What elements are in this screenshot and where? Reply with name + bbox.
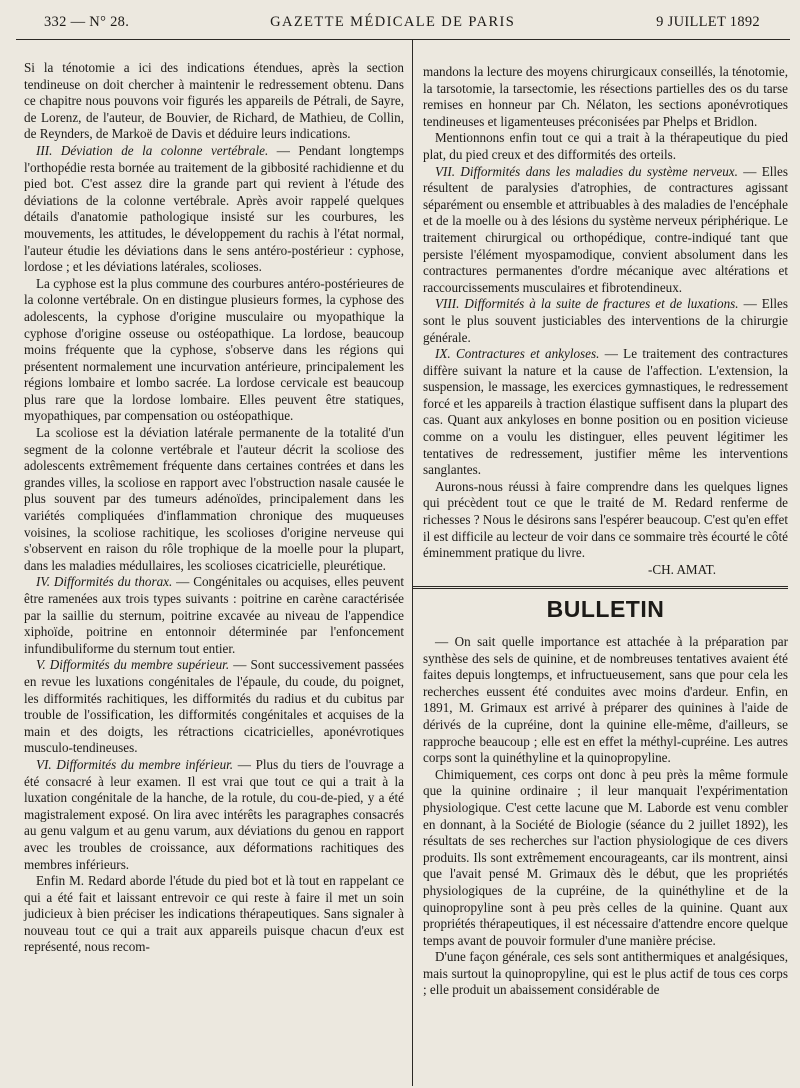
section-title: VII. Difformités dans les maladies du système nerveux. — [435, 163, 738, 179]
section-title: V. Difformités du membre supérieur. — [36, 657, 230, 673]
review-continuation — [423, 64, 788, 562]
paragraph-text: — Elles sont le plus souvent justiciables des interventions de la chirurgie générale. — [423, 296, 788, 345]
paragraph-text: D'une façon générale, ces sels sont antithermiques et analgésiques, mais surtout la quinopropyline, qui est le plus actif de tous ces corps ; elle produit un abaissement considérable de — [423, 949, 788, 998]
paragraph — [24, 60, 404, 143]
section-title: III. Déviation de la colonne vertébrale. — [36, 142, 269, 158]
paragraph-text: Enfin M. Redard aborde l'étude du pied bot et là tout en rappelant ce qui a été fait et laissant entrevoir ce qui reste à faire il met un soin judicieux à bien préciser les indications thérapeutiques. Sans signaler à nouveau tout ce qui a trait aux appareils puisque chacun d'eux est représenté, nous recom- — [24, 873, 404, 955]
page-number: 332 — N° 28. — [44, 14, 130, 30]
paragraph — [423, 346, 788, 479]
author-signature: -CH. AMAT. — [647, 561, 716, 577]
paragraph — [423, 164, 788, 297]
paragraph-text: La scoliose est la déviation latérale permanente de la totalité d'un segment de la colonne vertébrale et l'auteur décrit la scoliose des adolescents extrêmement fréquente dans certaines contrées et dans les grandes villes, la scoliose en rapport avec l'obstruction nasale causée le plus souvent par des tumeurs adénoïdes, principalement dans les variétés compliquées d'inflammation chronique des muqueuses voisines, la scoliose rachitique, les scolioses d'origine nerveuse qui s'observent en raison du rôle trophique de la moelle pour la plupart, dans les maladies médullaires, les scolioses cicatricielle, pleurétique. — [24, 425, 404, 573]
issue-date: 9 JUILLET 1892 — [656, 14, 760, 30]
section-title: IX. Contractures et ankyloses. — [435, 346, 600, 362]
paragraph — [24, 757, 404, 873]
paragraph — [423, 64, 788, 130]
paragraph — [423, 296, 788, 346]
paragraph — [24, 425, 404, 574]
paragraph-text: — On sait quelle importance est attachée à la préparation par synthèse des sels de quinine, et de nombreuses tentatives avaient été faites depuis longtemps, et infructueusement, sans que pour cela les recherches eussent été conduites avec moins d'ardeur. Enfin, en 1891, M. Grimaux est arrivé à préparer des quinines à l'aide de dérivés de la cupréine, dont la quinine elle-même, d'ailleurs, se rapproche beaucoup ; elle est en effet la méthyl-cupréine. Les autres corps sont la quinéthyline et la quinopropyline. — [423, 634, 788, 766]
paragraph-text: Aurons-nous réussi à faire comprendre dans les quelques lignes qui précèdent tout ce que le traité de M. Redard renferme de richesses ? Nous le désirons sans l'espérer beaucoup. C'est qu'en effet il est difficile au lecteur de voir dans ce sommaire très écourté le côté éminemment pratique du livre. — [423, 478, 788, 561]
section-title: VI. Difformités du membre inférieur. — [36, 756, 234, 772]
paragraph — [423, 479, 788, 562]
paragraph — [423, 767, 788, 950]
bulletin-body — [423, 634, 788, 999]
page-header — [16, 0, 790, 40]
paragraph-text: — Le traitement des contractures diffère suivant la nature et la cause de l'affection. L'extension, la suspension, le massage, les exercices gymnastiques, le redressement forcé et les appareils à traction élastique suffisent dans la plupart des cas. Quant aux ankyloses en bonne position ou en position vicieuse comme on a voulu les distinguer, elles peuvent légitimer les tentatives de redressement, justifier même les interventions sanglantes. — [423, 346, 789, 478]
paragraph-text: — Elles résultent de paralysies d'atrophies, de contractures agissant séparément ou ensemble et attribuables à des maladies de l'encéphale et de la moelle ou à des lésions du système nerveux périphérique. Le traitement chirurgical ou orthopédique, contre-indiqué tant que persiste l'élément myospamodique, convient absolument dans les contractures permanentes d'ordre mécanique avec altérations et raccourcissements musculaires et fibrotendineux. — [423, 163, 788, 295]
paragraph — [24, 574, 404, 657]
paragraph-text: — Pendant longtemps l'orthopédie resta bornée au traitement de la gibbosité rachidienne et du pied bot. C'est assez dire la grande part qui revient à l'étude des déviations de la colonne vertébrale. Après avoir rappelé quelques détails d'anatomie pathologique insisté sur les courbures, les mouvements, les attitudes, le développement du rachis à l'état normal, l'auteur étudie les déviations dans le sens antéro-postérieur : cyphose, lordose ; et les déviations latérales, scolioses. — [24, 142, 404, 275]
section-title: IV. Difformités du thorax. — [36, 574, 173, 590]
paragraph — [423, 130, 788, 163]
paragraph-text: — Plus du tiers de l'ouvrage a été consacré à leur examen. Il est vrai que tout ce qui a trait à la luxation congénitale de la hanche, de la rotule, du cou-de-pied, y a été magistralement exposé. On lira avec intérêts les paragraphes consacrés au genu valgum et au genu varum, aux déviations du genou en rapport avec les troubles de croissance, aux déformations rachitiques des membres inférieurs. — [24, 756, 404, 872]
left-column — [8, 40, 412, 1086]
right-column — [412, 40, 790, 1086]
paragraph-text: — Congénitales ou acquises, elles peuvent être ramenées aux trois types suivants : poitrine en carène caractérisée par la saillie du sternum, poitrine excavée au niveau de l'appendice xiphoïde, poitrine en entonnoir déterminée par l'enfoncement infundibuliforme du sternum tout entier. — [24, 574, 404, 656]
paragraph — [423, 949, 788, 999]
paragraph-text: Chimiquement, ces corps ont donc à peu près la même formule que la quinine ordinaire ; il leur manquait l'expérimentation physiologique. C'est cette lacune que M. Laborde est venu combler en donnant, à la Société de Biologie (séance du 2 juillet 1892), les résultats de ses recherches sur l'action physiologique de ces divers produits. Ils sont extrêmement encourageants, car ils montrent, ainsi que l'avait pensé M. Grimaux dès le début, que les propriétés physiologiques de la cupréine, de la quinéthyline et de la quinopropyline sont à peu près celles de la quinine. Quant aux propriétés thérapeutiques, il est nécessaire d'attendre encore quelque temps avant de pouvoir formuler d'une manière précise. — [423, 766, 788, 948]
paragraph — [24, 657, 404, 757]
paragraph-text: La cyphose est la plus commune des courbures antéro-postérieures de la colonne vertébrale. On en distingue plusieurs formes, la cyphose des adolescents, la cyphose d'origine musculaire ou myopathique la cyphose d'origine osseuse ou ostéopathique. La lordose, beaucoup moins fréquente que la cyphose, s'observe dans les régions qui présentent normalement une incurvation antérieure, principalement les régions lombaire et lombo sacrée. La lordose cervicale est beaucoup plus rare que la lordose lombaire. Elles peuvent être statiques, myopathiques, par compensation ou ostéopathique. — [24, 275, 404, 424]
section-title: VIII. Difformités à la suite de fractures et de luxations. — [435, 296, 739, 312]
paragraph — [24, 276, 404, 425]
paragraph-text: Si la ténotomie a ici des indications étendues, après la section tendineuse on doit chercher à maintenir le redressement obtenu. Dans ce chapitre nous pouvons voir figurés les appareils de Pétrali, de Sayre, de Lorenz, de l'auteur, de Bouvier, de Richard, de Mathieu, de Collin, de Reynders, de Markoë de Davis et déduire leurs indications. — [24, 60, 404, 142]
bulletin-heading: BULLETIN — [546, 596, 665, 623]
paragraph-text: — Sont successivement passées en revue les luxations congénitales de l'épaule, du coude, du poignet, les difformités rachitiques, les difformités du radius et du cubitus par trouble de l'ossification, les difformités congénitales et acquises de la main et des doigts, les rétractions cicatricielles, aponévrotiques musculo-tendineuses. — [24, 657, 404, 756]
paragraph — [24, 143, 404, 276]
section-divider — [413, 586, 788, 589]
paragraph-text: Mentionnons enfin tout ce qui a trait à la thérapeutique du pied plat, du pied creux et des difformités des orteils. — [423, 130, 788, 162]
paragraph-text: mandons la lecture des moyens chirurgicaux conseillés, la ténotomie, la tarsotomie, la tarsectomie, les résections partielles des os du tarse remises en honneur par Ch. Nélaton, les sections aponévrotiques tendineuses et ligamenteuses préconisées par Phelps et Bridlon. — [423, 64, 788, 129]
paragraph — [24, 873, 404, 956]
journal-title: GAZETTE MÉDICALE DE PARIS — [270, 14, 516, 30]
paragraph — [423, 634, 788, 767]
